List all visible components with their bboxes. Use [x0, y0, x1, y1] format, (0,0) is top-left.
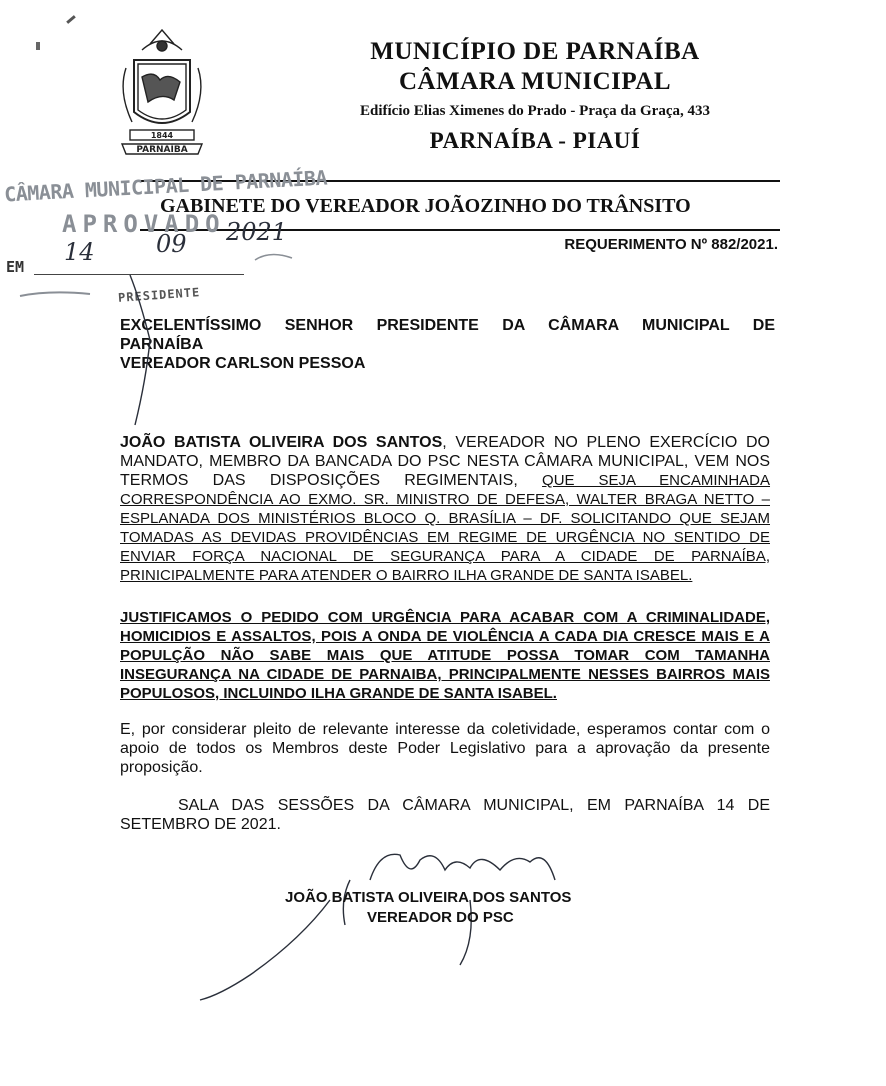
- stamp-presidente: PRESIDENTE: [117, 285, 201, 305]
- addressee-line-2: PARNAÍBA: [120, 336, 204, 353]
- paragraph-justification: JUSTIFICAMOS O PEDIDO COM URGÊNCIA PARA ACABAR COM A CRIMINALIDADE, HOMICIDIOS E ASSALTOS, POIS A ONDA DE VIOLÊNCIA A CADA DIA CRESCE MAIS E A POPULÇÃO NÃO SABE MAIS QUE ATITUDE POSSA TOMAR COM TAMANHA INSEGURANÇA NA CIDADE DE PARNAIBA, PRINCIPALMENTE NESSES BAIRROS MAIS POPULOSOS, INCLUINDO ILHA GRANDE DE SANTA ISABEL.: [120, 609, 770, 702]
- signatory-role: VEREADOR DO PSC: [367, 909, 514, 926]
- header-address: Edifício Elias Ximenes do Prado - Praça da Graça, 433: [360, 103, 710, 119]
- stamp-date-month: 09: [156, 230, 187, 258]
- author-name: JOÃO BATISTA OLIVEIRA DOS SANTOS: [120, 434, 443, 451]
- header-city: PARNAÍBA - PIAUÍ: [429, 128, 641, 153]
- session-line-2: SETEMBRO DE 2021.: [120, 816, 281, 833]
- header-municipio: MUNICÍPIO DE PARNAÍBA: [370, 38, 700, 65]
- addressee-line-3: VEREADOR CARLSON PESSOA: [120, 355, 366, 372]
- scan-mark: [36, 42, 40, 50]
- svg-text:PARNAÍBA: PARNAÍBA: [136, 145, 188, 155]
- gabinete-title: GABINETE DO VEREADOR JOÃOZINHO DO TRÂNSITO: [160, 195, 691, 217]
- paragraph-closing: E, por considerar pleito de relevante interesse da coletividade, esperamos contar com o apoio de todos os Membros deste Poder Legislativo para a aprovação da presente proposição.: [120, 721, 770, 776]
- stamp-date-day: 14: [64, 238, 95, 266]
- request-underlined: QUE SEJA ENCAMINHADA CORRESPONDÊNCIA AO EXMO. SR. MINISTRO DE DEFESA, WALTER BRAGA NETTO – ESPLANADA DOS MINISTÉRIOS BLOCO Q. BRASÍLIA – DF. SOLICITANDO QUE SEJAM TOMADAS AS DEVIDAS PROVIDÊNCIAS EM REGIME DE URGÊNCIA NO SENTIDO DE ENVIAR FORÇA NACIONAL DE SEGURANÇA PARA A CIDADE DE PARNAÍBA, PRINICIPALMENTE PARA ATENDER O BAIRRO ILHA GRANDE DE SANTA ISABEL.: [120, 472, 771, 584]
- session-line-1: SALA DAS SESSÕES DA CÂMARA MUNICIPAL, EM PARNAÍBA 14 DE: [178, 797, 770, 814]
- stamp-status: APROVADO: [62, 210, 226, 238]
- stamp-em-label: EM: [6, 258, 25, 276]
- svg-text:1844: 1844: [150, 131, 174, 140]
- header-camara: CÂMARA MUNICIPAL: [398, 68, 672, 95]
- stamp-org: CÂMARA MUNICIPAL DE PARNAÍBA: [3, 165, 328, 207]
- request-intro: , VEREADOR NO PLENO EXERCÍCIO DO MANDATO, MEMBRO DA BANCADA DO PSC NESTA CÂMARA MUNICIPAL, VEM NOS TERMOS DAS DISPOSIÇÕES REGIMENTAIS,: [120, 434, 770, 489]
- signatory-name: JOÃO BATISTA OLIVEIRA DOS SANTOS: [285, 889, 572, 906]
- stamp-date-year: 2021: [226, 218, 288, 246]
- requerimento-number: REQUERIMENTO Nº 882/2021.: [564, 236, 778, 253]
- addressee-line-1: EXCELENTÍSSIMO SENHOR PRESIDENTE DA CÂMARA MUNICIPAL DE: [120, 317, 775, 334]
